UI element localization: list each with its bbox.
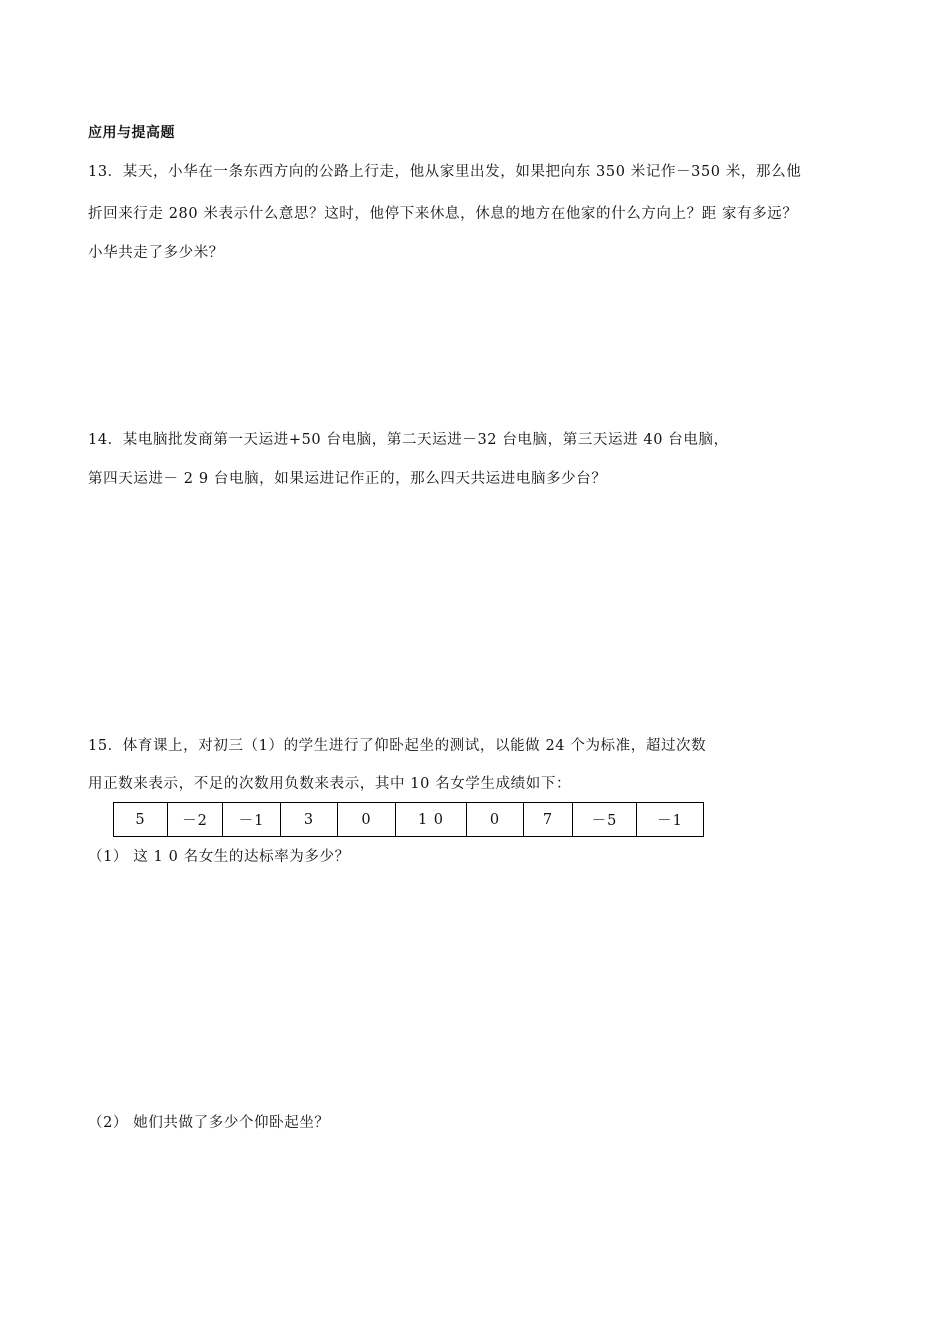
score-cell: 1 0 (396, 803, 467, 837)
question-13-line-2: 折回来行走 280 米表示什么意思？这时，他停下来休息，休息的地方在他家的什么方向上？距 家有多远？ (88, 206, 798, 222)
score-cell: 0 (467, 803, 524, 837)
question-15-part-2: （2） 她们共做了多少个仰卧起坐？ (88, 1115, 330, 1131)
score-cell: 0 (338, 803, 396, 837)
question-15-line-1: 15．体育课上，对初三（1）的学生进行了仰卧起坐的测试，以能做 24 个为标准，超过次数 (88, 738, 707, 754)
question-13-line-3: 小华共走了多少米？ (88, 245, 224, 261)
score-cell: 7 (524, 803, 573, 837)
section-heading: 应用与提高题 (88, 125, 175, 141)
score-cell: －5 (573, 803, 637, 837)
question-15-part-1: （1） 这 1 0 名女生的达标率为多少？ (88, 849, 350, 865)
score-cell: －1 (223, 803, 281, 837)
score-cell: －2 (168, 803, 223, 837)
score-cell: 5 (114, 803, 168, 837)
score-cell: －1 (637, 803, 704, 837)
question-14-line-1: 14．某电脑批发商第一天运进+50 台电脑，第二天运进－32 台电脑，第三天运进 40 台电脑， (88, 432, 729, 448)
score-row (114, 803, 704, 837)
score-cell: 3 (281, 803, 338, 837)
question-14-line-2: 第四天运进－ 2 9 台电脑，如果运进记作正的，那么四天共运进电脑多少台？ (88, 471, 607, 487)
score-table (113, 802, 704, 837)
question-15-line-2: 用正数来表示，不足的次数用负数来表示，其中 10 名女学生成绩如下： (88, 776, 572, 792)
question-13-line-1: 13．某天，小华在一条东西方向的公路上行走，他从家里出发，如果把向东 350 米记作－350 米，那么他 (88, 164, 802, 180)
